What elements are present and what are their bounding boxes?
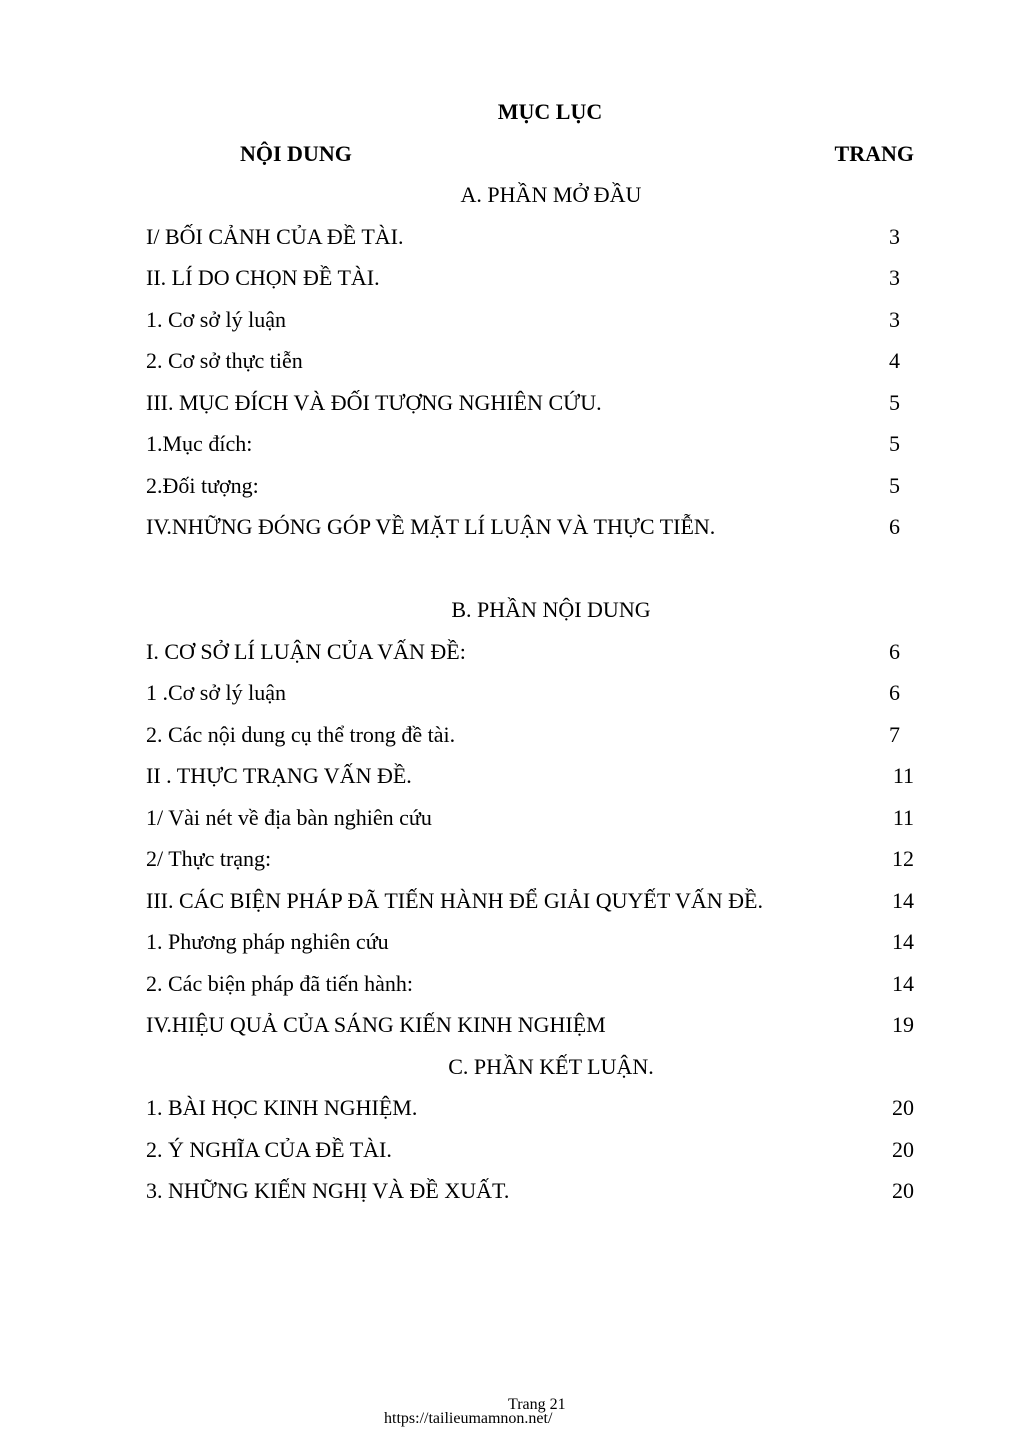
toc-entry	[146, 678, 914, 708]
toc-entry	[146, 388, 914, 418]
toc-entry-label: 1. Cơ sở lý luận	[146, 307, 286, 332]
toc-entry-page: 20	[892, 1178, 914, 1203]
toc-title: MỤC LỤC	[497, 99, 603, 124]
toc-entry	[146, 305, 914, 335]
toc-entry-label: 2. Cơ sở thực tiễn	[146, 348, 303, 373]
toc-entry	[146, 222, 914, 252]
toc-entry-label: II . THỰC TRẠNG VẤN ĐỀ.	[146, 763, 412, 788]
toc-entry	[146, 429, 914, 459]
toc-entry-page: 20	[892, 1137, 914, 1162]
footer-page-number: Trang 21	[508, 1396, 566, 1413]
toc-entry-label: 3. NHỮNG KIẾN NGHỊ VÀ ĐỀ XUẤT.	[146, 1178, 510, 1203]
toc-entry-label: IV.NHỮNG ĐÓNG GÓP VỀ MẶT LÍ LUẬN VÀ THỰC TIỄN.	[146, 514, 716, 539]
toc-entry	[146, 1176, 914, 1206]
toc-entry-label: 2/ Thực trạng:	[146, 846, 272, 871]
toc-entry	[146, 927, 914, 957]
toc-entry-page: 12	[892, 846, 914, 871]
toc-entry	[146, 1093, 914, 1123]
toc-entry-page: 14	[892, 971, 914, 996]
toc-entry-label: 2. Ý NGHĨA CỦA ĐỀ TÀI.	[146, 1137, 392, 1162]
toc-entry-page: 14	[892, 929, 914, 954]
toc-entry	[146, 761, 914, 791]
footer-url: https://tailieumamnon.net/	[384, 1410, 553, 1427]
toc-entry-page: 5	[889, 431, 900, 456]
toc-entry	[146, 346, 914, 376]
toc-entry-label: II. LÍ DO CHỌN ĐỀ TÀI.	[146, 265, 380, 290]
toc-entry	[146, 886, 914, 916]
toc-entry-label: III. CÁC BIỆN PHÁP ĐÃ TIẾN HÀNH ĐỂ GIẢI QUYẾT VẤN ĐỀ.	[146, 888, 763, 913]
column-header-page: TRANG	[834, 141, 914, 166]
toc-entry-label: I/ BỐI CẢNH CỦA ĐỀ TÀI.	[146, 224, 404, 249]
toc-entry-label: IV.HIỆU QUẢ CỦA SÁNG KIẾN KINH NGHIỆM	[146, 1012, 606, 1037]
toc-entry-label: 2. Các nội dung cụ thể trong đề tài.	[146, 722, 456, 747]
toc-entry-page: 6	[889, 639, 900, 664]
toc-entry-page: 4	[889, 348, 900, 373]
toc-entry-page: 3	[889, 224, 900, 249]
toc-entry	[146, 969, 914, 999]
toc-entry-label: III. MỤC ĐÍCH VÀ ĐỐI TƯỢNG NGHIÊN CỨU.	[146, 390, 602, 415]
toc-entry	[146, 512, 914, 542]
toc-entry	[146, 803, 914, 833]
toc-entry	[146, 637, 914, 667]
toc-entry-page: 11	[892, 763, 914, 788]
toc-entry-page: 6	[889, 514, 900, 539]
toc-entry-label: 2.Đối tượng:	[146, 473, 259, 498]
toc-entry-page: 5	[889, 473, 900, 498]
toc-entry	[146, 844, 914, 874]
toc-entry-page: 11	[892, 805, 914, 830]
toc-entry-label: 1. Phương pháp nghiên cứu	[146, 929, 389, 954]
toc-entry-label: 1 .Cơ sở lý luận	[146, 680, 286, 705]
toc-entry-label: 2. Các biện pháp đã tiến hành:	[146, 971, 413, 996]
toc-entry-page: 3	[889, 265, 900, 290]
toc-entry-label: 1.Mục đích:	[146, 431, 253, 456]
toc-entry	[146, 1135, 914, 1165]
toc-entry	[146, 263, 914, 293]
toc-entry-label: 1/ Vài nét về địa bàn nghiên cứu	[146, 805, 432, 830]
section-heading-a: A. PHẦN MỞ ĐẦU	[460, 182, 642, 207]
toc-entry	[146, 720, 914, 750]
toc-entry-page: 6	[889, 680, 900, 705]
section-heading-c: C. PHẦN KẾT LUẬN.	[448, 1054, 654, 1079]
toc-entry-page: 20	[892, 1095, 914, 1120]
toc-entry-label: 1. BÀI HỌC KINH NGHIỆM.	[146, 1095, 418, 1120]
section-heading-b: B. PHẦN NỘI DUNG	[451, 597, 651, 622]
column-header-content: NỘI DUNG	[240, 141, 352, 166]
toc-entry	[146, 1010, 914, 1040]
toc-entry-page: 19	[892, 1012, 914, 1037]
toc-entry	[146, 471, 914, 501]
toc-entry-label: I. CƠ SỞ LÍ LUẬN CỦA VẤN ĐỀ:	[146, 639, 466, 664]
toc-entry-page: 14	[892, 888, 914, 913]
toc-entry-page: 7	[889, 722, 900, 747]
toc-entry-page: 3	[889, 307, 900, 332]
toc-entry-page: 5	[889, 390, 900, 415]
